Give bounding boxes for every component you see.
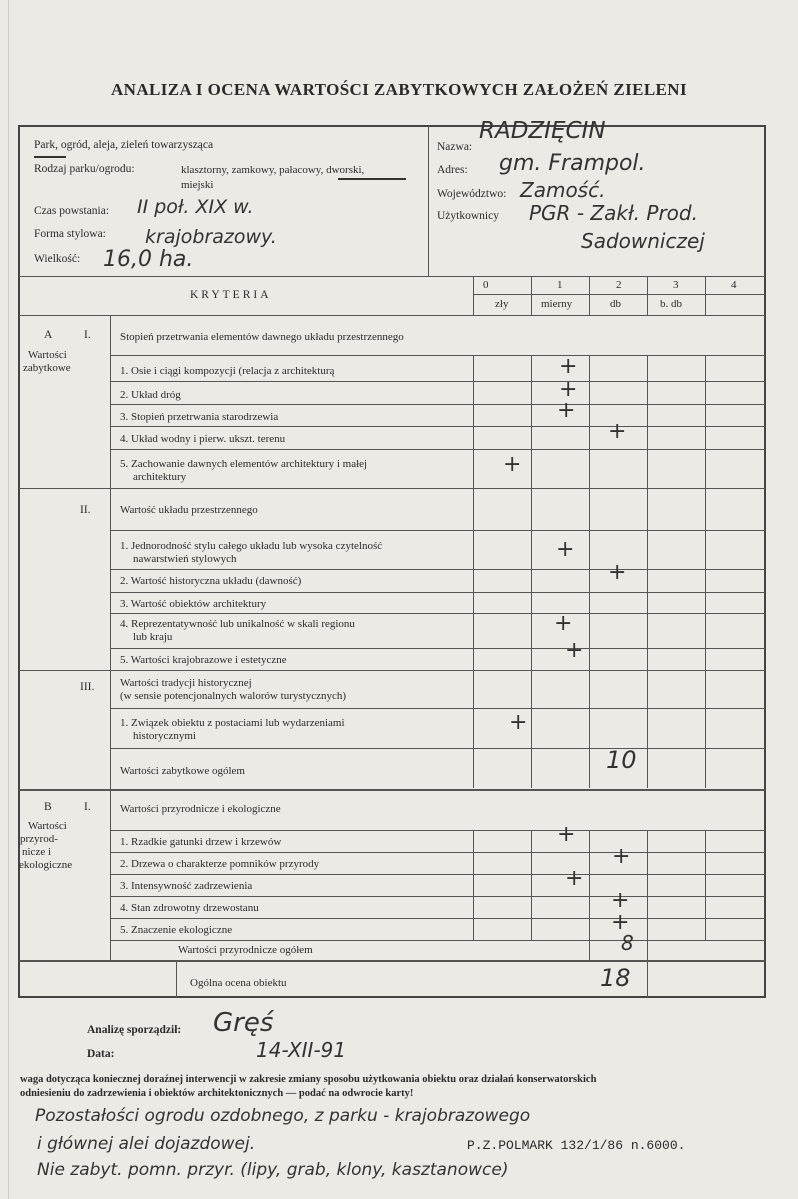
handwritten-note-1: Pozostałości ogrodu ozdobnego, z parku - krajobrazowego: [35, 1106, 531, 1126]
line-a7: [110, 530, 765, 531]
mark-a3-1: +: [509, 710, 528, 735]
section-b-letter: B: [44, 801, 52, 813]
name-label: Nazwa:: [437, 141, 473, 153]
overall-label: Ogólna ocena obiektu: [190, 977, 287, 989]
grid-col-4: [705, 355, 706, 788]
scale-word-2: db: [610, 298, 621, 310]
group-a3-subtitle: (w sensie potencjonalnych walorów turystycznych): [120, 690, 347, 702]
overall-value: 18: [600, 964, 631, 992]
address-label: Adres:: [437, 164, 468, 176]
mark-a1-1: +: [559, 354, 578, 379]
total-a-label: Wartości zabytkowe ogólem: [120, 765, 245, 777]
col-line-4: [705, 276, 706, 315]
users-label: Użytkownicy: [437, 210, 499, 222]
category-divider: [110, 315, 111, 960]
item-a2-1b: nawarstwień stylowych: [133, 553, 237, 565]
analysis-signature: Gręś: [213, 1008, 274, 1038]
line-a15: [19, 789, 765, 791]
section-a-roman-3: III.: [80, 681, 95, 693]
scale-word-0: zły: [495, 298, 509, 310]
mark-a2-2: +: [608, 560, 627, 585]
total-a-value: 10: [606, 746, 637, 774]
item-b1-1: 1. Rzadkie gatunki drzew i krzewów: [120, 836, 282, 848]
item-a2-4b: lub kraju: [133, 631, 173, 643]
grid-col-b0: [473, 830, 474, 940]
kind-options-2: miejski: [181, 179, 214, 191]
section-b-side-4: ekologiczne: [19, 859, 73, 871]
mark-a1-2: +: [559, 377, 578, 402]
item-a2-3: 3. Wartość obiektów architektury: [120, 598, 267, 610]
item-b1-3: 3. Intensywność zadrzewienia: [120, 880, 253, 892]
grid-col-b3: [647, 830, 648, 998]
style-label: Forma stylowa:: [34, 228, 106, 240]
item-a3-1: 1. Związek obiektu z postaciami lub wydarzeniami: [120, 717, 345, 729]
section-b-roman-1: I.: [84, 801, 91, 813]
mark-b1-1: +: [557, 822, 576, 847]
item-b1-2: 2. Drzewa o charakterze pomników przyrody: [120, 858, 320, 870]
line-a8: [110, 569, 765, 570]
group-a1-title: Stopień przetrwania elementów dawnego układu przestrzennego: [120, 331, 404, 343]
underline-park: [34, 156, 66, 158]
line-a3: [110, 404, 765, 405]
style-value: krajobrazowy.: [145, 226, 277, 248]
section-a-roman-1: I.: [84, 329, 91, 341]
grid-col-0: [473, 355, 474, 788]
grid-col-b1: [531, 830, 532, 940]
origin-value: II poł. XIX w.: [137, 196, 254, 218]
col-line-2: [589, 276, 590, 315]
mark-a1-3: +: [557, 398, 576, 423]
group-a2-title: Wartość układu przestrzennego: [120, 504, 258, 516]
item-a2-2: 2. Wartość historyczna układu (dawność): [120, 575, 302, 587]
item-a2-4: 4. Reprezentatywność lub unikalność w skali regionu: [120, 618, 355, 630]
total-b-label: Wartości przyrodnicze ogółem: [178, 944, 313, 956]
note-line-2: odniesieniu do zadrzewienia i obiektów architektonicznych — podać na odwrocie karty!: [20, 1088, 414, 1099]
note-line-1: waga dotycząca koniecznej doraźnej interwencji w zakresie zmiany sposobu użytkowania obiektu oraz działań konserwatorskich: [20, 1074, 597, 1085]
grid-col-b2: [589, 830, 590, 960]
mark-b1-5: +: [611, 910, 630, 935]
mark-a2-4: +: [554, 611, 573, 636]
item-a3-1b: historycznymi: [133, 730, 196, 742]
line-a9: [110, 592, 765, 593]
line-b6: [110, 940, 765, 941]
voivodeship-label: Województwo:: [437, 188, 507, 200]
criteria-top-line: [19, 276, 765, 277]
section-a-side: Wartości: [28, 349, 67, 361]
item-a2-1: 1. Jednorodność stylu całego układu lub wysoka czytelność: [120, 540, 383, 552]
section-a-letter: A: [44, 329, 53, 341]
handwritten-note-2: i głównej alei dojazdowej.: [37, 1134, 256, 1154]
object-type-line: Park, ogród, aleja, zieleń towarzysząca: [34, 139, 214, 151]
grid-col-1: [531, 355, 532, 788]
grid-col-2: [589, 355, 590, 788]
item-a2-5: 5. Wartości krajobrazowe i estetyczne: [120, 654, 287, 666]
line-a5: [110, 449, 765, 450]
handwritten-note-3: Nie zabyt. pomn. przyr. (lipy, grab, klony, kasztanowce): [37, 1160, 509, 1180]
item-b1-5: 5. Znaczenie ekologiczne: [120, 924, 233, 936]
total-b-value: 8: [621, 931, 634, 955]
scale-num-1: 1: [557, 279, 563, 291]
name-value: RADZIĘCIN: [479, 118, 606, 144]
group-b1-title: Wartości przyrodnicze i ekologiczne: [120, 803, 281, 815]
item-a1-3: 3. Stopień przetrwania starodrzewia: [120, 411, 279, 423]
printer-imprint: P.Z.POLMARK 132/1/86 n.6000.: [467, 1138, 686, 1153]
line-b3: [110, 874, 765, 875]
item-a1-4: 4. Układ wodny i pierw. ukszt. terenu: [120, 433, 286, 445]
col-line-3: [647, 276, 648, 315]
line-a2: [110, 381, 765, 382]
item-a1-5b: architektury: [133, 471, 187, 483]
item-a1-5: 5. Zachowanie dawnych elementów architektury i małej: [120, 458, 368, 470]
mark-b1-4: +: [611, 888, 630, 913]
scale-num-4: 4: [731, 279, 737, 291]
line-a10: [110, 613, 765, 614]
section-a-roman-2: II.: [80, 504, 91, 516]
scale-num-0: 0: [483, 279, 489, 291]
item-b1-4: 4. Stan zdrowotny drzewostanu: [120, 902, 259, 914]
page-edge: [8, 0, 9, 1199]
kind-label: Rodzaj parku/ogrodu:: [34, 163, 135, 175]
line-b7: [19, 960, 765, 962]
section-a-side-2: zabytkowe: [23, 362, 71, 374]
line-b4: [110, 896, 765, 897]
item-a1-2: 2. Układ dróg: [120, 389, 181, 401]
mark-b1-2: +: [612, 844, 631, 869]
scale-word-1: mierny: [541, 298, 573, 310]
mark-b1-3: +: [565, 866, 584, 891]
scale-word-3: b. db: [660, 298, 682, 310]
criteria-bottom-line: [19, 315, 765, 316]
col-line-0: [473, 276, 474, 315]
analysis-label: Analizę sporządził:: [87, 1024, 182, 1036]
users-value-2: Sadowniczej: [581, 229, 705, 253]
col-line-1: [531, 276, 532, 315]
line-a4: [110, 426, 765, 427]
kind-options: klasztorny, zamkowy, pałacowy, dworski,: [181, 164, 365, 176]
origin-label: Czas powstania:: [34, 205, 110, 217]
line-a6: [19, 488, 765, 489]
section-b-side: Wartości: [28, 820, 67, 832]
line-a1: [110, 355, 765, 356]
criteria-heading: KRYTERIA: [190, 289, 272, 301]
mark-a2-1: +: [556, 537, 575, 562]
size-value: 16,0 ha.: [103, 247, 194, 272]
item-a1-1: 1. Osie i ciągi kompozycji (relacja z architekturą: [120, 365, 335, 377]
voivodeship-value: Zamość.: [520, 178, 606, 202]
header-divider: [428, 126, 429, 276]
line-b1: [110, 830, 765, 831]
users-value: PGR - Zakł. Prod.: [529, 201, 698, 225]
line-b5: [110, 918, 765, 919]
scale-num-3: 3: [673, 279, 679, 291]
mark-a1-4: +: [608, 419, 627, 444]
line-a12: [19, 670, 765, 671]
line-b2: [110, 852, 765, 853]
size-label: Wielkość:: [34, 253, 81, 265]
grid-col-b4: [705, 830, 706, 940]
mark-a1-5: +: [503, 452, 522, 477]
section-b-side-2: przyrod-: [20, 833, 58, 845]
line-a13: [110, 708, 765, 709]
scale-num-2: 2: [616, 279, 622, 291]
group-a3-title: Wartości tradycji historycznej: [120, 677, 252, 689]
section-b-side-3: nicze i: [22, 846, 52, 858]
mark-a2-5: +: [565, 638, 584, 663]
grid-col-3: [647, 355, 648, 788]
page-title: ANALIZA I OCENA WARTOŚCI ZABYTKOWYCH ZAŁOŻEŃ ZIELENI: [111, 80, 687, 99]
scale-mid-line: [473, 294, 765, 295]
line-a11: [110, 648, 765, 649]
overall-left-line: [176, 960, 177, 998]
line-a14: [110, 748, 765, 749]
address-value: gm. Frampol.: [499, 151, 646, 176]
underline-dworski: [338, 178, 406, 180]
date-label: Data:: [87, 1048, 115, 1060]
date-value: 14-XII-91: [256, 1038, 347, 1062]
